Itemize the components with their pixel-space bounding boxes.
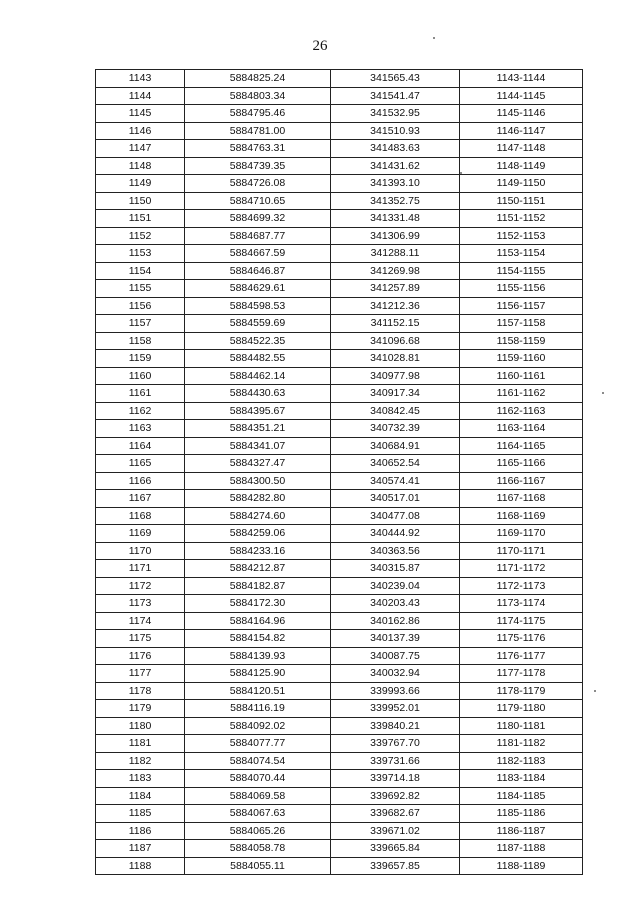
y-coordinate-cell: 340477.08 — [331, 507, 460, 525]
x-coordinate-cell: 5884781.00 — [185, 122, 331, 140]
segment-cell: 1146-1147 — [460, 122, 583, 140]
point-number-cell: 1180 — [96, 717, 185, 735]
scan-speck — [594, 690, 596, 692]
table-row — [96, 315, 583, 333]
x-coordinate-cell: 5884667.59 — [185, 245, 331, 263]
segment-cell: 1163-1164 — [460, 420, 583, 438]
segment-cell: 1185-1186 — [460, 805, 583, 823]
table-row — [96, 857, 583, 875]
table-row — [96, 105, 583, 123]
table-row — [96, 752, 583, 770]
x-coordinate-cell: 5884351.21 — [185, 420, 331, 438]
x-coordinate-cell: 5884077.77 — [185, 735, 331, 753]
table-row — [96, 297, 583, 315]
y-coordinate-cell: 341541.47 — [331, 87, 460, 105]
x-coordinate-cell: 5884274.60 — [185, 507, 331, 525]
coordinates-table-body — [96, 70, 583, 875]
table-row — [96, 507, 583, 525]
table-row — [96, 822, 583, 840]
x-coordinate-cell: 5884182.87 — [185, 577, 331, 595]
segment-cell: 1157-1158 — [460, 315, 583, 333]
segment-cell: 1164-1165 — [460, 437, 583, 455]
y-coordinate-cell: 341288.11 — [331, 245, 460, 263]
segment-cell: 1160-1161 — [460, 367, 583, 385]
x-coordinate-cell: 5884522.35 — [185, 332, 331, 350]
point-number-cell: 1155 — [96, 280, 185, 298]
x-coordinate-cell: 5884092.02 — [185, 717, 331, 735]
y-coordinate-cell: 341269.98 — [331, 262, 460, 280]
point-number-cell: 1159 — [96, 350, 185, 368]
point-number-cell: 1185 — [96, 805, 185, 823]
point-number-cell: 1158 — [96, 332, 185, 350]
x-coordinate-cell: 5884341.07 — [185, 437, 331, 455]
y-coordinate-cell: 340363.56 — [331, 542, 460, 560]
y-coordinate-cell: 339657.85 — [331, 857, 460, 875]
x-coordinate-cell: 5884055.11 — [185, 857, 331, 875]
segment-cell: 1153-1154 — [460, 245, 583, 263]
table-row — [96, 700, 583, 718]
table-row — [96, 560, 583, 578]
point-number-cell: 1168 — [96, 507, 185, 525]
y-coordinate-cell: 340137.39 — [331, 630, 460, 648]
point-number-cell: 1147 — [96, 140, 185, 158]
point-number-cell: 1153 — [96, 245, 185, 263]
table-row — [96, 735, 583, 753]
point-number-cell: 1184 — [96, 787, 185, 805]
y-coordinate-cell: 341510.93 — [331, 122, 460, 140]
segment-cell: 1188-1189 — [460, 857, 583, 875]
segment-cell: 1184-1185 — [460, 787, 583, 805]
table-row — [96, 367, 583, 385]
y-coordinate-cell: 340977.98 — [331, 367, 460, 385]
y-coordinate-cell: 341028.81 — [331, 350, 460, 368]
y-coordinate-cell: 339714.18 — [331, 770, 460, 788]
y-coordinate-cell: 340917.34 — [331, 385, 460, 403]
y-coordinate-cell: 341212.36 — [331, 297, 460, 315]
segment-cell: 1166-1167 — [460, 472, 583, 490]
x-coordinate-cell: 5884763.31 — [185, 140, 331, 158]
point-number-cell: 1161 — [96, 385, 185, 403]
point-number-cell: 1188 — [96, 857, 185, 875]
x-coordinate-cell: 5884710.65 — [185, 192, 331, 210]
point-number-cell: 1167 — [96, 490, 185, 508]
x-coordinate-cell: 5884559.69 — [185, 315, 331, 333]
table-row — [96, 262, 583, 280]
table-row — [96, 805, 583, 823]
segment-cell: 1169-1170 — [460, 525, 583, 543]
x-coordinate-cell: 5884699.32 — [185, 210, 331, 228]
segment-cell: 1149-1150 — [460, 175, 583, 193]
x-coordinate-cell: 5884069.58 — [185, 787, 331, 805]
point-number-cell: 1165 — [96, 455, 185, 473]
segment-cell: 1167-1168 — [460, 490, 583, 508]
point-number-cell: 1169 — [96, 525, 185, 543]
point-number-cell: 1174 — [96, 612, 185, 630]
y-coordinate-cell: 340574.41 — [331, 472, 460, 490]
segment-cell: 1176-1177 — [460, 647, 583, 665]
x-coordinate-cell: 5884259.06 — [185, 525, 331, 543]
point-number-cell: 1146 — [96, 122, 185, 140]
point-number-cell: 1149 — [96, 175, 185, 193]
table-row — [96, 840, 583, 858]
table-row — [96, 192, 583, 210]
x-coordinate-cell: 5884116.19 — [185, 700, 331, 718]
coordinates-table — [95, 69, 583, 875]
table-row — [96, 385, 583, 403]
x-coordinate-cell: 5884120.51 — [185, 682, 331, 700]
segment-cell: 1152-1153 — [460, 227, 583, 245]
y-coordinate-cell: 341152.15 — [331, 315, 460, 333]
scan-speck — [602, 392, 604, 394]
table-row — [96, 245, 583, 263]
y-coordinate-cell: 340087.75 — [331, 647, 460, 665]
x-coordinate-cell: 5884233.16 — [185, 542, 331, 560]
y-coordinate-cell: 340162.86 — [331, 612, 460, 630]
point-number-cell: 1178 — [96, 682, 185, 700]
table-row — [96, 140, 583, 158]
segment-cell: 1148-1149 — [460, 157, 583, 175]
y-coordinate-cell: 339993.66 — [331, 682, 460, 700]
segment-cell: 1177-1178 — [460, 665, 583, 683]
point-number-cell: 1172 — [96, 577, 185, 595]
segment-cell: 1161-1162 — [460, 385, 583, 403]
x-coordinate-cell: 5884065.26 — [185, 822, 331, 840]
point-number-cell: 1154 — [96, 262, 185, 280]
point-number-cell: 1148 — [96, 157, 185, 175]
segment-cell: 1145-1146 — [460, 105, 583, 123]
x-coordinate-cell: 5884125.90 — [185, 665, 331, 683]
segment-cell: 1186-1187 — [460, 822, 583, 840]
table-row — [96, 577, 583, 595]
x-coordinate-cell: 5884598.53 — [185, 297, 331, 315]
table-row — [96, 210, 583, 228]
y-coordinate-cell: 340239.04 — [331, 577, 460, 595]
segment-cell: 1155-1156 — [460, 280, 583, 298]
point-number-cell: 1176 — [96, 647, 185, 665]
table-row — [96, 717, 583, 735]
x-coordinate-cell: 5884282.80 — [185, 490, 331, 508]
x-coordinate-cell: 5884074.54 — [185, 752, 331, 770]
point-number-cell: 1179 — [96, 700, 185, 718]
x-coordinate-cell: 5884795.46 — [185, 105, 331, 123]
table-row — [96, 665, 583, 683]
x-coordinate-cell: 5884825.24 — [185, 70, 331, 88]
table-row — [96, 87, 583, 105]
y-coordinate-cell: 339692.82 — [331, 787, 460, 805]
y-coordinate-cell: 339840.21 — [331, 717, 460, 735]
scan-speck — [433, 37, 435, 39]
segment-cell: 1151-1152 — [460, 210, 583, 228]
point-number-cell: 1151 — [96, 210, 185, 228]
point-number-cell: 1183 — [96, 770, 185, 788]
point-number-cell: 1152 — [96, 227, 185, 245]
x-coordinate-cell: 5884739.35 — [185, 157, 331, 175]
segment-cell: 1143-1144 — [460, 70, 583, 88]
table-row — [96, 682, 583, 700]
x-coordinate-cell: 5884058.78 — [185, 840, 331, 858]
table-row — [96, 455, 583, 473]
page-number: 26 — [312, 38, 328, 54]
y-coordinate-cell: 340684.91 — [331, 437, 460, 455]
x-coordinate-cell: 5884430.63 — [185, 385, 331, 403]
y-coordinate-cell: 340315.87 — [331, 560, 460, 578]
point-number-cell: 1186 — [96, 822, 185, 840]
x-coordinate-cell: 5884327.47 — [185, 455, 331, 473]
x-coordinate-cell: 5884462.14 — [185, 367, 331, 385]
segment-cell: 1187-1188 — [460, 840, 583, 858]
table-row — [96, 227, 583, 245]
x-coordinate-cell: 5884139.93 — [185, 647, 331, 665]
point-number-cell: 1143 — [96, 70, 185, 88]
y-coordinate-cell: 341431.62 — [331, 157, 460, 175]
point-number-cell: 1157 — [96, 315, 185, 333]
y-coordinate-cell: 339682.67 — [331, 805, 460, 823]
point-number-cell: 1187 — [96, 840, 185, 858]
table-row — [96, 630, 583, 648]
segment-cell: 1158-1159 — [460, 332, 583, 350]
x-coordinate-cell: 5884629.61 — [185, 280, 331, 298]
y-coordinate-cell: 341565.43 — [331, 70, 460, 88]
x-coordinate-cell: 5884070.44 — [185, 770, 331, 788]
y-coordinate-cell: 340032.94 — [331, 665, 460, 683]
y-coordinate-cell: 341532.95 — [331, 105, 460, 123]
point-number-cell: 1170 — [96, 542, 185, 560]
table-row — [96, 280, 583, 298]
segment-cell: 1172-1173 — [460, 577, 583, 595]
table-row — [96, 332, 583, 350]
segment-cell: 1171-1172 — [460, 560, 583, 578]
segment-cell: 1183-1184 — [460, 770, 583, 788]
point-number-cell: 1177 — [96, 665, 185, 683]
y-coordinate-cell: 340732.39 — [331, 420, 460, 438]
table-row — [96, 595, 583, 613]
point-number-cell: 1173 — [96, 595, 185, 613]
table-row — [96, 157, 583, 175]
y-coordinate-cell: 341257.89 — [331, 280, 460, 298]
x-coordinate-cell: 5884164.96 — [185, 612, 331, 630]
y-coordinate-cell: 340517.01 — [331, 490, 460, 508]
x-coordinate-cell: 5884154.82 — [185, 630, 331, 648]
table-row — [96, 490, 583, 508]
x-coordinate-cell: 5884803.34 — [185, 87, 331, 105]
point-number-cell: 1175 — [96, 630, 185, 648]
y-coordinate-cell: 339767.70 — [331, 735, 460, 753]
y-coordinate-cell: 341483.63 — [331, 140, 460, 158]
point-number-cell: 1163 — [96, 420, 185, 438]
segment-cell: 1159-1160 — [460, 350, 583, 368]
x-coordinate-cell: 5884300.50 — [185, 472, 331, 490]
table-row — [96, 420, 583, 438]
table-row — [96, 542, 583, 560]
segment-cell: 1182-1183 — [460, 752, 583, 770]
point-number-cell: 1145 — [96, 105, 185, 123]
segment-cell: 1154-1155 — [460, 262, 583, 280]
y-coordinate-cell: 341352.75 — [331, 192, 460, 210]
x-coordinate-cell: 5884687.77 — [185, 227, 331, 245]
y-coordinate-cell: 340652.54 — [331, 455, 460, 473]
point-number-cell: 1162 — [96, 402, 185, 420]
segment-cell: 1162-1163 — [460, 402, 583, 420]
table-row — [96, 472, 583, 490]
table-row — [96, 437, 583, 455]
table-row — [96, 122, 583, 140]
y-coordinate-cell: 340444.92 — [331, 525, 460, 543]
x-coordinate-cell: 5884395.67 — [185, 402, 331, 420]
segment-cell: 1170-1171 — [460, 542, 583, 560]
table-row — [96, 175, 583, 193]
y-coordinate-cell: 339665.84 — [331, 840, 460, 858]
table-row — [96, 350, 583, 368]
segment-cell: 1150-1151 — [460, 192, 583, 210]
segment-cell: 1180-1181 — [460, 717, 583, 735]
x-coordinate-cell: 5884482.55 — [185, 350, 331, 368]
table-row — [96, 647, 583, 665]
y-coordinate-cell: 339671.02 — [331, 822, 460, 840]
y-coordinate-cell: 341096.68 — [331, 332, 460, 350]
x-coordinate-cell: 5884172.30 — [185, 595, 331, 613]
y-coordinate-cell: 340842.45 — [331, 402, 460, 420]
table-row — [96, 770, 583, 788]
point-number-cell: 1156 — [96, 297, 185, 315]
segment-cell: 1173-1174 — [460, 595, 583, 613]
table-row — [96, 612, 583, 630]
y-coordinate-cell: 339731.66 — [331, 752, 460, 770]
point-number-cell: 1181 — [96, 735, 185, 753]
segment-cell: 1168-1169 — [460, 507, 583, 525]
segment-cell: 1179-1180 — [460, 700, 583, 718]
x-coordinate-cell: 5884646.87 — [185, 262, 331, 280]
point-number-cell: 1166 — [96, 472, 185, 490]
point-number-cell: 1171 — [96, 560, 185, 578]
table-row — [96, 70, 583, 88]
table-row — [96, 402, 583, 420]
segment-cell: 1156-1157 — [460, 297, 583, 315]
segment-cell: 1147-1148 — [460, 140, 583, 158]
point-number-cell: 1160 — [96, 367, 185, 385]
point-number-cell: 1182 — [96, 752, 185, 770]
y-coordinate-cell: 341306.99 — [331, 227, 460, 245]
x-coordinate-cell: 5884726.08 — [185, 175, 331, 193]
segment-cell: 1144-1145 — [460, 87, 583, 105]
x-coordinate-cell: 5884212.87 — [185, 560, 331, 578]
table-row — [96, 787, 583, 805]
y-coordinate-cell: 341331.48 — [331, 210, 460, 228]
point-number-cell: 1144 — [96, 87, 185, 105]
point-number-cell: 1150 — [96, 192, 185, 210]
segment-cell: 1181-1182 — [460, 735, 583, 753]
y-coordinate-cell: 341393.10 — [331, 175, 460, 193]
y-coordinate-cell: 339952.01 — [331, 700, 460, 718]
table-row — [96, 525, 583, 543]
point-number-cell: 1164 — [96, 437, 185, 455]
segment-cell: 1175-1176 — [460, 630, 583, 648]
y-coordinate-cell: 340203.43 — [331, 595, 460, 613]
x-coordinate-cell: 5884067.63 — [185, 805, 331, 823]
segment-cell: 1178-1179 — [460, 682, 583, 700]
segment-cell: 1174-1175 — [460, 612, 583, 630]
scan-speck — [460, 172, 462, 174]
segment-cell: 1165-1166 — [460, 455, 583, 473]
